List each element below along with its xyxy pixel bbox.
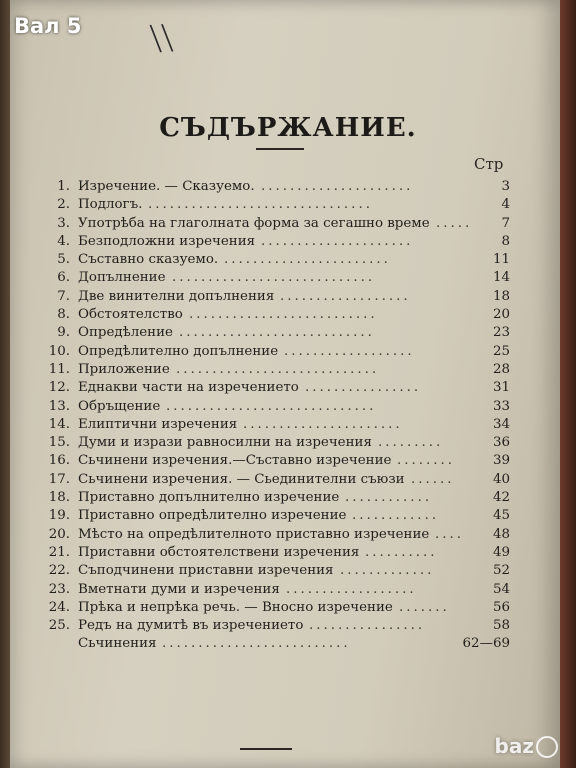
dot-leader: ..................... xyxy=(261,233,414,249)
dot-leader: ..................... xyxy=(261,179,414,194)
toc-entry-page: 14 xyxy=(492,270,510,286)
toc-entry xyxy=(40,599,510,617)
toc-entry-page: 39 xyxy=(492,453,510,469)
toc-entry-number: 5. xyxy=(57,252,70,268)
dot-leader: ............ xyxy=(352,508,440,524)
toc-entry-page: 18 xyxy=(492,288,510,304)
toc-entry-page: 40 xyxy=(492,471,510,487)
dot-leader: .................. xyxy=(280,288,411,304)
toc-entry xyxy=(40,288,510,306)
dot-leader: ................ xyxy=(309,618,426,634)
toc-entry-number: 17. xyxy=(48,471,70,487)
toc-entry-title: Опредѣлително допълнение xyxy=(78,343,279,359)
dot-leader: .................. xyxy=(284,343,415,359)
toc-entry-page: 4 xyxy=(501,197,510,213)
toc-entry-title: Приставни обстоятелствени изречения xyxy=(78,544,360,560)
toc-entry xyxy=(40,562,510,580)
toc-entry-title: Съподчинени приставни изречения xyxy=(78,563,334,579)
dot-leader: ................ xyxy=(305,380,422,396)
toc-entry-page: 31 xyxy=(492,380,510,396)
dot-leader: ....................... xyxy=(224,252,391,268)
toc-entry-title: Приставно опредѣлително изречение xyxy=(78,508,347,524)
toc-entry-title: Сьчинения xyxy=(78,636,157,652)
toc-entry-title: Приставно допълнително изречение xyxy=(78,490,340,506)
dot-leader: .......... xyxy=(365,544,438,560)
toc-entry-number: 3. xyxy=(57,215,70,231)
toc-entry-number: 6. xyxy=(57,270,70,286)
toc-entry-number: 23. xyxy=(48,581,70,597)
toc-entry-number: 21. xyxy=(48,544,70,560)
toc-entry-page: 48 xyxy=(492,526,510,542)
toc-entry-page: 52 xyxy=(492,563,510,579)
toc-entry-number: 20. xyxy=(48,526,70,542)
toc-entry-page: 23 xyxy=(492,325,510,341)
toc-entry-title: Съставно сказуемо. xyxy=(78,252,219,268)
toc-entry-title: Елиптични изречения xyxy=(78,416,238,432)
watermark-logo xyxy=(495,734,558,759)
toc-entry-number: 14. xyxy=(48,416,70,432)
toc-entry-title: Думи и изрази равносилни на изречения xyxy=(78,435,372,451)
toc-entry-title: Приложение xyxy=(78,361,170,377)
toc-entry-title: Еднакви части на изречението xyxy=(78,380,299,396)
toc-entry-number: 22. xyxy=(48,563,70,579)
toc-entry-number: 8. xyxy=(57,307,70,323)
toc-entry-title: Вметнати думи и изречения xyxy=(78,581,280,597)
toc-entry-page: 45 xyxy=(492,508,510,524)
toc-entry-number: 7. xyxy=(57,288,70,304)
toc-entry-title: Сьчинени изречения.—Съставно изречение xyxy=(78,453,392,469)
dot-leader: ............................... xyxy=(148,197,373,213)
toc-entry xyxy=(40,251,510,269)
toc-entry xyxy=(40,544,510,562)
toc-entry-number: 25. xyxy=(48,618,70,634)
toc-entry-title: Безподложни изречения xyxy=(78,233,256,249)
toc-entry-number: 4. xyxy=(57,233,70,249)
toc-entry-page: 7 xyxy=(501,215,510,231)
pencil-mark: \\ xyxy=(148,17,175,59)
dot-leader: .......................... xyxy=(189,307,378,323)
dot-leader: ........................... xyxy=(179,325,375,341)
toc-entry xyxy=(40,526,510,544)
dot-leader: ........ xyxy=(397,453,456,469)
toc-entry-title: Редъ на думитѣ въ изречението xyxy=(78,618,304,634)
toc-entry xyxy=(40,306,510,324)
toc-entry-number: 13. xyxy=(48,398,70,414)
watermark-text: baz xyxy=(494,733,534,758)
toc-entry-number: 1. xyxy=(57,179,70,194)
page-title: СЪДЪРЖАНИЕ. xyxy=(159,113,417,143)
toc-entry-page: 34 xyxy=(492,416,510,432)
toc-entry xyxy=(40,361,510,379)
toc-entry-page: 58 xyxy=(492,618,510,634)
dot-leader: ............................. xyxy=(166,398,377,414)
toc-entry-title: Мѣсто на опредѣлителното приставно изречение xyxy=(78,526,430,542)
dot-leader: .......................... xyxy=(162,636,351,652)
toc-entry xyxy=(40,324,510,342)
page-column-header: Стр xyxy=(474,155,504,173)
dot-leader: ............. xyxy=(340,563,435,579)
toc-entry-page: 20 xyxy=(492,307,510,323)
toc-entry-page: 33 xyxy=(492,398,510,414)
toc-entry-title: Изречение. — Сказуемо. xyxy=(78,179,255,194)
toc-entry xyxy=(40,196,510,214)
table-of-contents xyxy=(40,178,510,654)
toc-entry-page: 56 xyxy=(492,599,510,615)
toc-entry-page: 49 xyxy=(492,544,510,560)
toc-entry-number: 18. xyxy=(48,490,70,506)
toc-entry-page: 62—69 xyxy=(462,636,510,652)
dot-leader: ............................ xyxy=(172,270,376,286)
bottom-divider xyxy=(240,748,292,750)
toc-entry-title: Сьчинени изречения. — Сьединителни съюзи xyxy=(78,471,405,487)
toc-entry xyxy=(40,398,510,416)
dot-leader: ...................... xyxy=(243,416,403,432)
toc-entry-title: Две винителни допълнения xyxy=(78,288,275,304)
toc-entry-number: 16. xyxy=(48,453,70,469)
toc-entry-number: 15. xyxy=(48,435,70,451)
toc-entry-page: 42 xyxy=(492,490,510,506)
toc-entry-title: Опредѣление xyxy=(78,325,173,341)
toc-entry xyxy=(40,233,510,251)
dot-leader: .... xyxy=(435,526,465,542)
toc-entry-title: Обстоятелство xyxy=(78,307,183,323)
toc-entry xyxy=(40,416,510,434)
toc-entry-number: 24. xyxy=(48,599,70,615)
toc-entry-title: Допълнение xyxy=(78,270,166,286)
toc-entry-page: 28 xyxy=(492,361,510,377)
toc-entry-number: 10. xyxy=(48,343,70,359)
lightbulb-icon xyxy=(536,736,558,758)
toc-entry xyxy=(40,617,510,635)
toc-entry-page: 54 xyxy=(492,581,510,597)
toc-entry xyxy=(40,269,510,287)
toc-entry-page: 36 xyxy=(492,435,510,451)
toc-entry xyxy=(40,635,510,653)
toc-entry-page: 25 xyxy=(492,343,510,359)
toc-entry xyxy=(40,215,510,233)
toc-entry xyxy=(40,507,510,525)
toc-entry-number: 2. xyxy=(57,197,70,213)
toc-entry-page: 11 xyxy=(492,252,510,268)
toc-entry xyxy=(40,178,510,196)
toc-entry xyxy=(40,581,510,599)
dot-leader: .................. xyxy=(286,581,417,597)
toc-entry-number: 12. xyxy=(48,380,70,396)
seller-tag: Вал 5 xyxy=(14,14,82,38)
dot-leader: ..... xyxy=(436,215,473,231)
toc-entry xyxy=(40,489,510,507)
toc-entry xyxy=(40,343,510,361)
dot-leader: ....... xyxy=(399,599,450,615)
toc-entry-title: Подлогъ. xyxy=(78,197,143,213)
toc-entry xyxy=(40,434,510,452)
toc-entry-title: Употрѣба на глаголната форма за сегашно време xyxy=(78,215,430,231)
toc-entry xyxy=(40,471,510,489)
toc-entry-title: Обръщение xyxy=(78,398,161,414)
toc-entry-number: 19. xyxy=(48,508,70,524)
dot-leader: ............ xyxy=(345,490,433,506)
toc-entry-page: 8 xyxy=(501,233,510,249)
toc-entry-page: 3 xyxy=(501,179,510,194)
toc-entry xyxy=(40,452,510,470)
toc-entry-number: 11. xyxy=(48,361,70,377)
toc-entry-number: 9. xyxy=(57,325,70,341)
title-divider xyxy=(256,148,304,150)
dot-leader: ...... xyxy=(411,471,455,487)
dot-leader: ............................ xyxy=(176,361,380,377)
dot-leader: ......... xyxy=(378,435,444,451)
toc-entry-title: Прѣка и непрѣка речь. — Вносно изречение xyxy=(78,599,393,615)
toc-entry xyxy=(40,379,510,397)
